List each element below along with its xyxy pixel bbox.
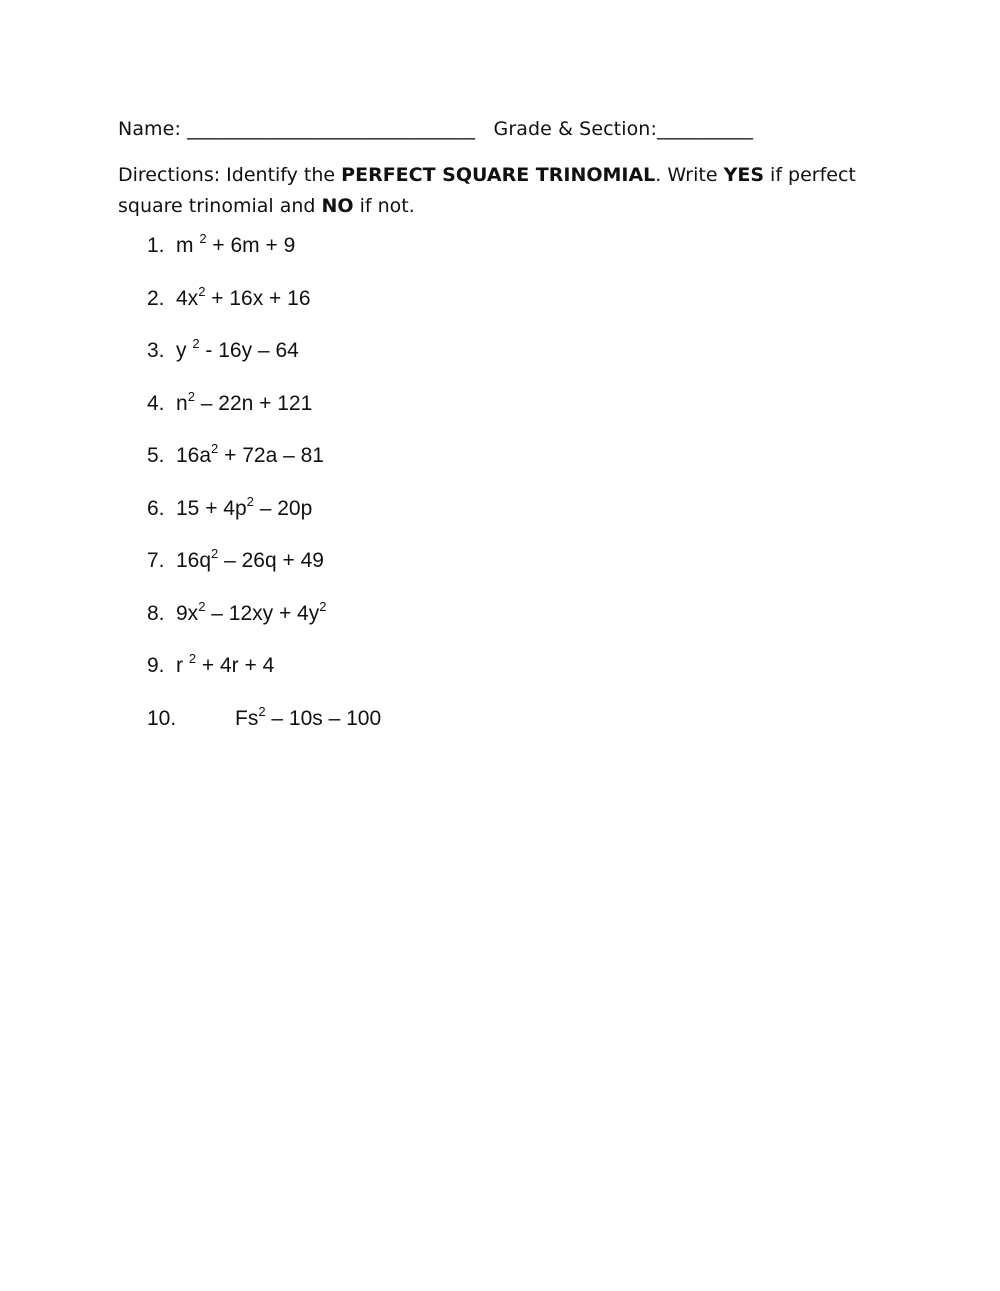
problem-number: 1.	[147, 234, 165, 257]
problem-number: 9.	[147, 654, 165, 677]
problem-list	[147, 232, 381, 757]
problem-number: 5.	[147, 444, 165, 467]
problem-item-3: 3. y $^2$ - 16y – 64	[147, 337, 381, 390]
problem-number: 2.	[147, 286, 165, 310]
directions-mid1: . Write	[655, 164, 724, 186]
problem-item-7: 7. $16q^2 - 26q + 49$	[147, 547, 381, 600]
problem-item-6: 6. $15 + 4p^2 - 20p$	[147, 495, 381, 548]
problem-number: 10.	[147, 706, 177, 730]
directions-mid2: if perfect square trinomial and	[118, 164, 856, 217]
directions	[118, 160, 898, 222]
problem-number: 6.	[147, 496, 165, 520]
problem-number: 4.	[147, 391, 165, 415]
name-label: Name:	[118, 118, 188, 140]
directions-bold-pst: PERFECT SQUARE TRINOMIAL	[341, 164, 656, 186]
problem-item-5: 5. $16a^2 + 72a - 81$	[147, 442, 381, 495]
problem-item-8: 8. $9x^2 - 12xy + 4y^2$	[147, 600, 381, 653]
problem-item-4: 4. $n^2 - 22n + 121$	[147, 390, 381, 443]
problem-item-9: 9. r $^2$ + 4r + 4	[147, 652, 381, 705]
problem-number: 8.	[147, 601, 165, 625]
problem-item-2: 2. $4x^2 + 16x + 16$	[147, 285, 381, 338]
problem-item-1: 1. m $^2$ + 6m + 9	[147, 232, 381, 285]
grade-section-blank[interactable]: __________	[656, 118, 753, 140]
header-line	[118, 118, 753, 140]
problem-number: 7.	[147, 549, 165, 572]
directions-prefix: Directions: Identify the	[118, 164, 342, 186]
directions-bold-no: NO	[321, 195, 354, 217]
problem-item-10: 10. Fs$^2$ – 10s – 100	[147, 705, 381, 758]
grade-section-label: Grade & Section:	[493, 118, 657, 140]
directions-suffix: if not.	[353, 195, 415, 217]
directions-bold-yes: YES	[723, 164, 764, 186]
name-blank[interactable]: ______________________________	[187, 118, 476, 140]
problem-number: 3.	[147, 339, 165, 362]
